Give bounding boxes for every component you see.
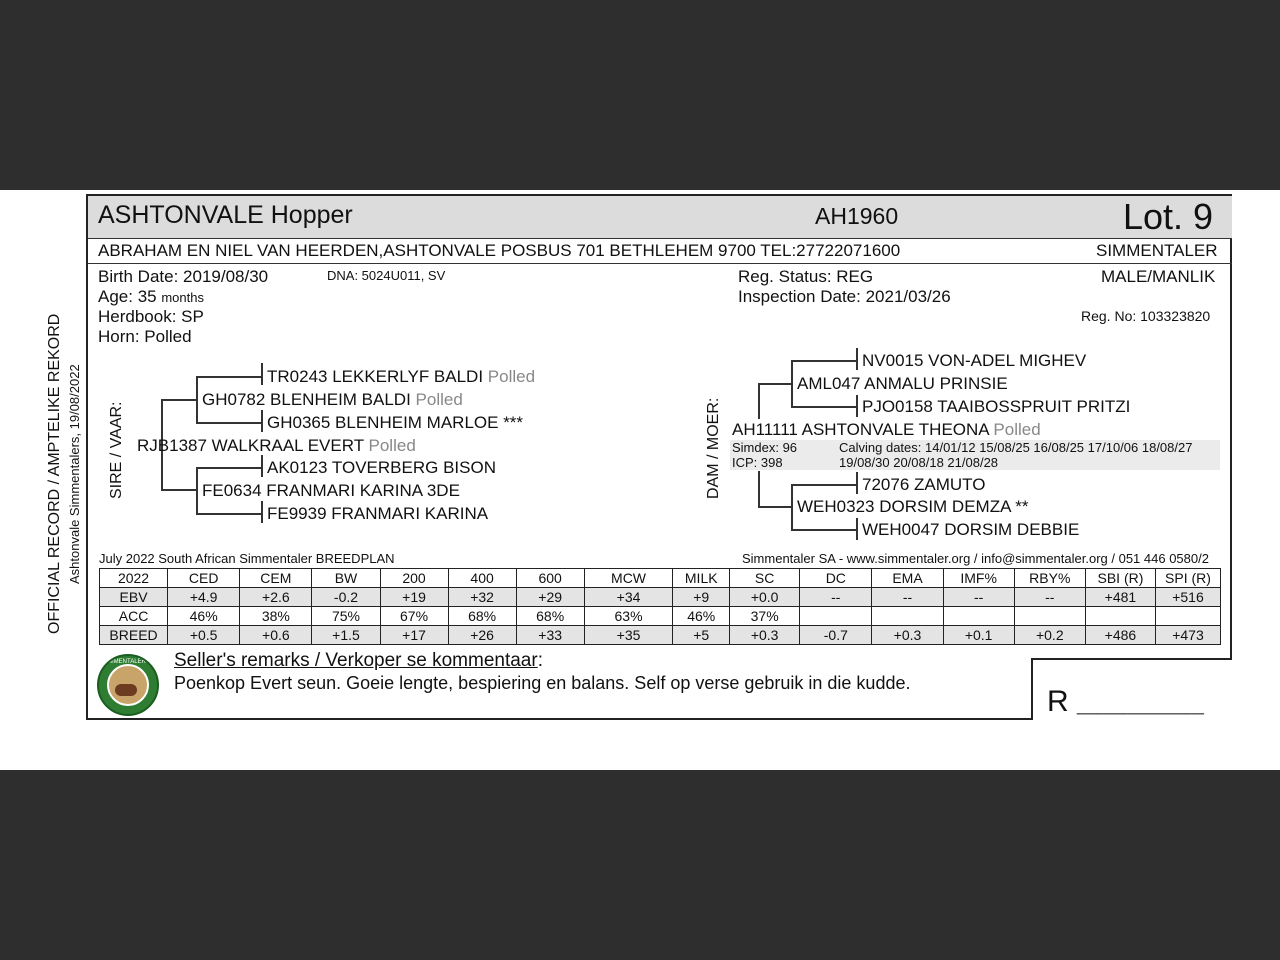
ebv-cell: +34 [584,588,673,607]
ebv-cell: +481 [1085,588,1155,607]
acc-cell: 46% [673,607,730,626]
ebv-col-header: 200 [380,569,448,588]
breed-cell: +35 [584,626,673,645]
reg-status: Reg. Status: REG [738,267,874,286]
acc-cell: 67% [380,607,448,626]
breed-cell: +0.5 [168,626,240,645]
ebv-col-header: BW [312,569,380,588]
dam-label: DAM / MOER: [705,397,722,499]
breedplan-contact: Simmentaler SA - www.simmentaler.org / info@simmentaler.org / 051 446 0580/2 [742,551,1209,566]
sire-dam-dam: FE9939 FRANMARI KARINA [267,504,489,523]
price-currency: R [1047,685,1069,718]
ebv-cell: +19 [380,588,448,607]
acc-cell: ACC [100,607,168,626]
price-blank: __________ [1077,690,1205,715]
acc-cell [872,607,943,626]
breed-cell: +5 [673,626,730,645]
dam-simdex: Simdex: 96 [732,440,798,455]
ebv-col-header: 2022 [100,569,168,588]
dam-icp: ICP: 398 [732,455,783,470]
ebv-col-header: MILK [673,569,730,588]
dam-upper-bracket [758,383,760,419]
dam-calving-dates-2: 19/08/30 20/08/18 21/08/28 [839,455,999,470]
dam-calving-dates: Calving dates: 14/01/12 15/08/25 16/08/25 17/10/06 18/08/27 [839,440,1193,455]
breed-cell: BREED [100,626,168,645]
official-record-label: OFFICIAL RECORD / AMPTELIKE REKORD [46,313,63,634]
ebv-row [100,588,1221,607]
ebv-cell: +0.0 [730,588,800,607]
breed-cell: +486 [1085,626,1155,645]
acc-cell: 75% [312,607,380,626]
birth-date: Birth Date: 2019/08/30 [98,267,269,286]
dam-sire-sire: NV0015 VON-ADEL MIGHEV [862,351,1087,370]
sire-sire-dam: GH0365 BLENHEIM MARLOE *** [267,413,524,432]
dna: DNA: 5024U011, SV [327,268,446,283]
acc-row [100,607,1221,626]
acc-cell [943,607,1014,626]
remarks-text: Poenkop Evert seun. Goeie lengte, bespiering en balans. Self op verse gebruik in die kudde. [174,673,911,693]
ebv-col-header: SBI (R) [1085,569,1155,588]
ebv-col-header: DC [800,569,872,588]
sire-dam-bracket [196,467,198,514]
dam-dam-sire: 72076 ZAMUTO [862,475,986,494]
ebv-cell: +2.6 [240,588,312,607]
acc-cell: 46% [168,607,240,626]
dam-name: AH11111 ASHTONVALE THEONA Polled [732,420,1041,439]
ebv-cell: -- [800,588,872,607]
animal-id: AH1960 [815,203,899,229]
record-source: Ashtonvale Simmentalers, 19/08/2022 [67,364,82,584]
ebv-header-row [100,569,1221,588]
breed-cell: +0.6 [240,626,312,645]
breedplan-title: July 2022 South African Simmentaler BREEDPLAN [99,551,395,566]
breed-name: SIMMENTALER [1096,241,1218,260]
sire-sire-sire: TR0243 LEKKERLYF BALDI Polled [267,367,536,386]
cow-icon [115,684,137,696]
breed-cell: +0.3 [730,626,800,645]
acc-cell: 68% [448,607,516,626]
dam-sire-dam: PJO0158 TAAIBOSSPRUIT PRITZI [862,397,1131,416]
sire-sire: GH0782 BLENHEIM BALDI Polled [202,390,463,409]
breed-cell: +473 [1156,626,1221,645]
breed-cell: +33 [516,626,584,645]
dam-dam: WEH0323 DORSIM DEMZA ** [797,497,1029,516]
breeder-line: ABRAHAM EN NIEL VAN HEERDEN,ASHTONVALE POSBUS 701 BETHLEHEM 9700 TEL:27722071600 [98,241,901,260]
ebv-cell: EBV [100,588,168,607]
lot-number: Lot. 9 [1123,196,1214,237]
ebv-col-header: CEM [240,569,312,588]
sire-dam: FE0634 FRANMARI KARINA 3DE [202,481,460,500]
breed-row [100,626,1221,645]
ebv-col-header: IMF% [943,569,1014,588]
breed-cell: +1.5 [312,626,380,645]
acc-cell [1085,607,1155,626]
ebv-table [99,568,1221,645]
dam-lower-bracket [758,471,760,507]
breed-cell: +26 [448,626,516,645]
dam-dam-dam: WEH0047 DORSIM DEBBIE [862,520,1080,539]
ebv-cell: -- [872,588,943,607]
breed-cell: -0.7 [800,626,872,645]
ebv-col-header: MCW [584,569,673,588]
age: Age: 35 months [98,287,204,306]
logo-text: SIMMENTALER [103,659,146,665]
ebv-col-header: 600 [516,569,584,588]
sire-dam-sire: AK0123 TOVERBERG BISON [267,458,496,477]
inspection-date: Inspection Date: 2021/03/26 [738,287,951,306]
ebv-col-header: SC [730,569,800,588]
breed-cell: +0.3 [872,626,943,645]
ebv-col-header: EMA [872,569,943,588]
breed-cell: +0.1 [943,626,1014,645]
sire-sire-bracket [196,376,198,423]
ebv-cell: +29 [516,588,584,607]
herdbook: Herdbook: SP [98,307,204,326]
ebv-col-header: SPI (R) [1156,569,1221,588]
breed-cell: +17 [380,626,448,645]
acc-cell: 63% [584,607,673,626]
ebv-col-header: CED [168,569,240,588]
ebv-cell: +9 [673,588,730,607]
reg-no: Reg. No: 103323820 [1081,308,1211,324]
sire-name: RJB1387 WALKRAAL EVERT Polled [137,436,416,455]
ebv-cell: -- [943,588,1014,607]
animal-name: ASHTONVALE Hopper [98,201,353,229]
remarks-heading: Seller's remarks / Verkoper se kommentaar: [174,650,543,671]
ebv-cell: -0.2 [312,588,380,607]
ebv-col-header: RBY% [1014,569,1085,588]
sex: MALE/MANLIK [1101,267,1216,286]
simmentaler-logo [97,654,159,716]
acc-cell: 37% [730,607,800,626]
acc-cell [1014,607,1085,626]
acc-cell [1156,607,1221,626]
ebv-cell: +4.9 [168,588,240,607]
sire-label: SIRE / VAAR: [108,401,125,499]
acc-cell [800,607,872,626]
horn-status: Horn: Polled [98,327,192,346]
ebv-cell: -- [1014,588,1085,607]
dam-sire: AML047 ANMALU PRINSIE [797,374,1008,393]
ebv-cell: +516 [1156,588,1221,607]
acc-cell: 38% [240,607,312,626]
breed-cell: +0.2 [1014,626,1085,645]
acc-cell: 68% [516,607,584,626]
ebv-cell: +32 [448,588,516,607]
ebv-col-header: 400 [448,569,516,588]
